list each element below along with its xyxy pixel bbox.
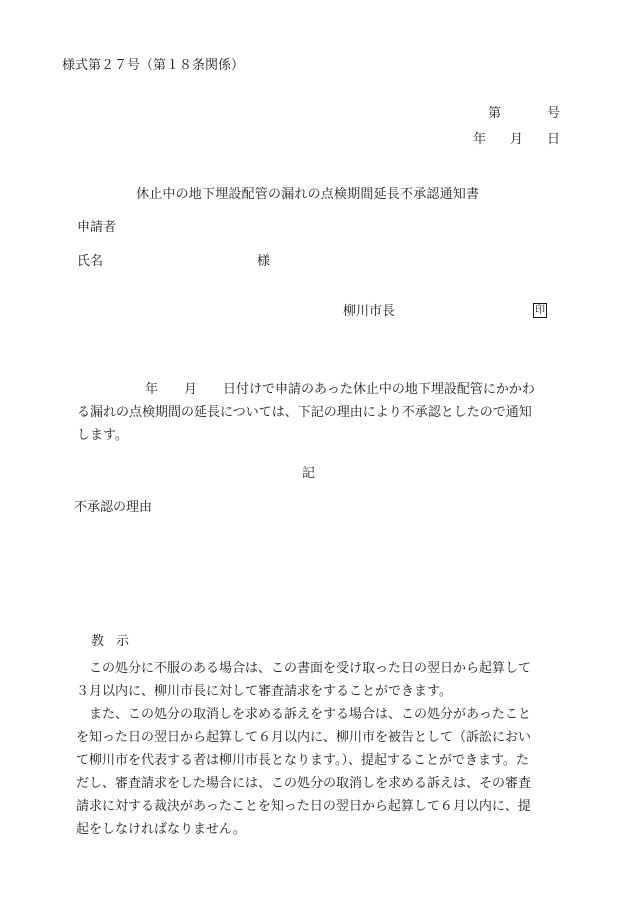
notice-line: を知った日の翌日から起算して６月以内に、柳川市を被告として（訴訟におい	[76, 730, 532, 745]
notice-heading-2: 示	[116, 634, 130, 649]
issuer-name: 柳川市長	[343, 304, 396, 319]
notice-line: て柳川市を代表する者は柳川市長となります。）、提起することができます。た	[76, 753, 529, 768]
notification-body	[77, 378, 561, 447]
notice-heading	[91, 635, 129, 648]
date-day: 日	[546, 132, 560, 147]
body-year: 年	[145, 382, 159, 397]
reason-label: 不承認の理由	[74, 500, 153, 515]
date-year: 年	[472, 132, 486, 147]
applicant-label: 申請者	[77, 220, 117, 235]
doc-number-suffix: 号	[546, 106, 560, 121]
doc-number-prefix: 第	[487, 106, 501, 121]
document-number	[488, 107, 560, 120]
body-line-3: します。	[77, 428, 128, 443]
body-line-1-text: 日付けで申請のあった休止中の地下埋設配管にかかわ	[223, 382, 535, 397]
notice-line: また、この処分の取消しを求める訴えをする場合は、この処分があったこと	[76, 707, 531, 722]
body-line-1	[77, 378, 561, 401]
seal-mark: 印	[535, 305, 545, 316]
notice-text	[76, 657, 562, 841]
body-month: 月	[184, 382, 198, 397]
document-date	[473, 133, 560, 146]
document-title: 休止中の地下埋設配管の漏れの点検期間延長不承認通知書	[136, 187, 480, 202]
name-label: 氏名	[77, 254, 104, 269]
body-line-2: る漏れの点検期間の延長については、下記の理由により不承認としたので通知	[77, 405, 532, 420]
form-number: 様式第２７号（第１８条関係）	[62, 58, 245, 73]
notice-line: 請求に対する裁決があったことを知った日の翌日から起算して６月以内に、提	[76, 799, 531, 814]
date-month: 月	[509, 132, 523, 147]
ki-heading: 記	[302, 466, 316, 481]
name-honorific: 様	[257, 254, 271, 269]
notice-line: だし、審査請求をした場合には、この処分の取消しを求める訴えは、その審査	[76, 776, 532, 791]
notice-line: この処分に不服のある場合は、この書面を受け取った日の翌日から起算して	[76, 661, 532, 676]
notice-heading-1: 教	[91, 634, 105, 649]
notice-line: ３月以内に、柳川市長に対して審査請求をすることができます。	[76, 684, 452, 699]
notice-line: 起をしなければなりません。	[76, 822, 246, 837]
